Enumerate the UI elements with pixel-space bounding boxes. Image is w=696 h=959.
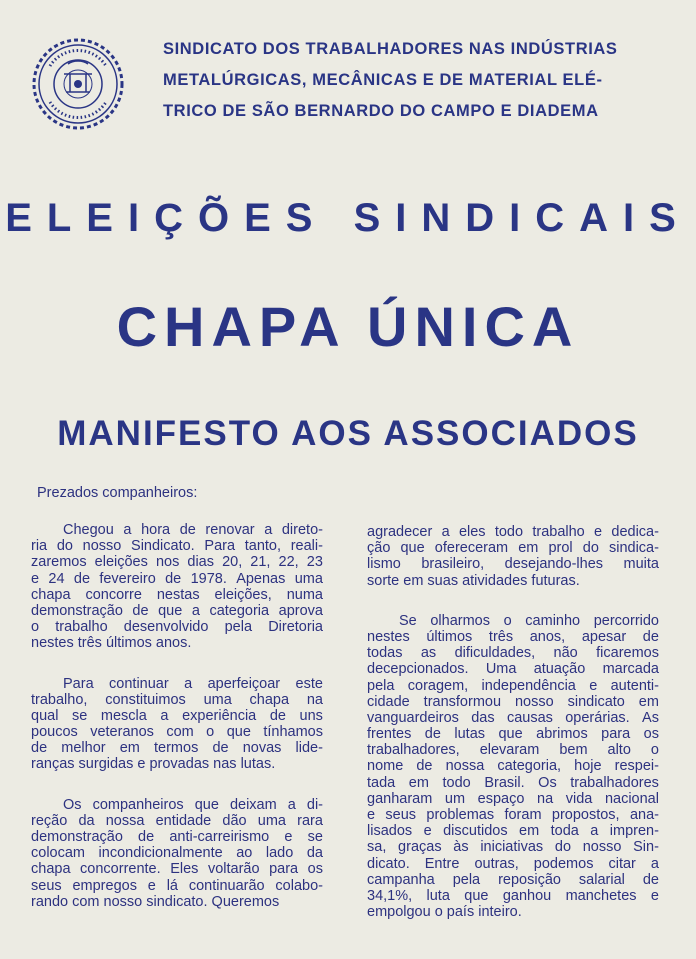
word: vida <box>565 790 593 807</box>
word: podemos <box>533 855 594 872</box>
text-line <box>31 571 323 587</box>
word: 24 <box>48 570 65 587</box>
text-line <box>31 603 323 619</box>
text-line <box>367 694 659 710</box>
word: Para <box>63 675 94 692</box>
text-line: sorte em suas atividades futuras. <box>367 572 580 589</box>
text-line <box>367 807 659 823</box>
word: tínhamos <box>263 724 323 741</box>
word: alto <box>607 742 631 759</box>
word: concorre <box>85 586 142 603</box>
word: termos <box>154 740 199 757</box>
word: autenti- <box>610 677 659 694</box>
word: aprova <box>278 602 323 619</box>
word: di- <box>306 796 323 813</box>
text-line <box>367 613 659 629</box>
word: voltarão <box>207 861 260 878</box>
text-line <box>31 724 323 740</box>
word: aperfeiçoar <box>207 675 281 692</box>
word: e <box>147 877 156 894</box>
word: eleições <box>94 554 148 571</box>
word: da <box>306 845 323 862</box>
text-line <box>31 619 323 635</box>
word: o <box>31 619 40 636</box>
word: para <box>601 726 631 743</box>
word: e <box>423 823 432 840</box>
word: que <box>226 724 251 741</box>
word: direto- <box>281 522 323 538</box>
word: de <box>132 602 149 619</box>
word: qual <box>31 707 59 724</box>
word: a <box>191 602 200 619</box>
text-line: nestes três últimos anos. <box>31 635 192 652</box>
word: de <box>138 829 155 845</box>
word: dicato. <box>367 855 410 872</box>
word: lutas <box>454 726 486 743</box>
word: Diretoria <box>268 619 323 636</box>
word: seus <box>31 877 62 894</box>
word: trabalhadores <box>570 774 659 791</box>
text-line <box>31 878 323 894</box>
word: o <box>206 724 215 741</box>
word: e <box>367 807 376 823</box>
word: melhor <box>61 740 106 757</box>
word: o <box>503 612 512 629</box>
word: frentes <box>367 726 412 743</box>
word: dedica- <box>611 524 659 540</box>
word: últimos <box>426 628 473 645</box>
word: uma <box>257 812 286 829</box>
word: fevereiro <box>99 570 156 587</box>
word: sindica- <box>608 540 659 557</box>
word: ao <box>236 845 253 862</box>
text-line <box>367 540 659 556</box>
text-line <box>31 813 323 829</box>
word: de <box>165 570 182 587</box>
word: colabo- <box>275 877 323 894</box>
word: ria <box>31 538 48 555</box>
word: impren- <box>609 823 659 840</box>
word: chapa <box>31 861 71 878</box>
word: apesar <box>581 628 627 645</box>
word: eles <box>458 524 486 540</box>
word: chapa <box>31 586 71 603</box>
word: e <box>31 570 40 587</box>
word: elevaram <box>479 742 540 759</box>
word: pela <box>224 619 253 636</box>
word: com <box>166 724 194 741</box>
word: Se <box>399 612 417 629</box>
word: foram <box>504 807 542 823</box>
word: experiência <box>182 707 257 724</box>
word: de <box>642 628 659 645</box>
word: eleições, <box>214 586 272 603</box>
word: nosso <box>82 538 122 555</box>
word: que <box>194 796 219 813</box>
word: coragem, <box>407 677 469 694</box>
text-line <box>367 872 659 888</box>
word: rara <box>297 812 323 829</box>
paragraph-gap <box>367 589 659 613</box>
word: e <box>589 677 598 694</box>
word: que <box>400 540 425 557</box>
word: lismo <box>367 556 401 573</box>
word: em <box>119 740 140 757</box>
salutation: Prezados companheiros: <box>37 485 198 501</box>
word: anti-carreirismo <box>169 829 270 845</box>
word: lado <box>265 845 294 862</box>
word: espaço <box>477 790 525 807</box>
word: ganhou <box>502 887 552 904</box>
text-line <box>367 661 659 677</box>
word: do <box>56 538 73 555</box>
word: Sin- <box>633 839 659 856</box>
right-text-column <box>367 524 659 920</box>
word: 21, <box>250 554 271 571</box>
text-line <box>31 538 323 554</box>
word: demonstração <box>31 602 123 619</box>
word: em <box>408 774 429 791</box>
word: de <box>179 522 196 538</box>
word: problemas <box>426 807 495 823</box>
word: se <box>72 707 88 724</box>
word: de <box>416 758 433 775</box>
word: lide- <box>295 740 323 757</box>
word: as <box>420 645 437 662</box>
word: Para <box>204 538 236 555</box>
word: de <box>31 740 48 757</box>
word: 1978. <box>190 570 227 587</box>
word: lisados <box>367 823 413 840</box>
word: ficaremos <box>596 645 659 662</box>
word: Os <box>63 796 82 813</box>
word: veteranos <box>90 724 154 741</box>
word: campanha <box>367 871 435 888</box>
text-line <box>367 742 659 758</box>
text-line <box>367 839 659 855</box>
word: todo <box>442 774 471 791</box>
word: trabalho <box>55 619 108 636</box>
header-line-2: METALÚRGICAS, MECÂNICAS E DE MATERIAL ELÉ- <box>163 71 603 89</box>
text-line <box>367 629 659 645</box>
word: 22, <box>278 554 299 571</box>
word: olharmos <box>430 612 490 629</box>
word: todas <box>367 645 403 662</box>
word: tada <box>367 774 396 791</box>
text-line <box>31 861 323 877</box>
word: bem <box>559 742 588 759</box>
text-line <box>367 556 659 572</box>
word: nos <box>155 554 180 571</box>
word: e <box>594 524 603 540</box>
word: companheiros <box>92 796 184 813</box>
word: outras, <box>474 855 519 872</box>
word: a <box>650 855 659 872</box>
word: novas <box>242 740 282 757</box>
word: brasileiro, <box>421 556 485 573</box>
word: propostos, <box>551 807 620 823</box>
word: agradecer <box>367 524 433 540</box>
word: nestes <box>367 628 410 645</box>
word: em <box>638 693 659 710</box>
word: às <box>453 839 469 856</box>
text-line <box>367 726 659 742</box>
word: 20, <box>222 554 243 571</box>
word: salarial <box>578 871 625 888</box>
text-line <box>367 524 659 540</box>
text-line: ranças surgidas e provadas nas lutas. <box>31 756 276 773</box>
word: Uma <box>485 661 517 678</box>
word: das <box>471 709 495 726</box>
word: luta <box>426 887 450 904</box>
text-line <box>367 791 659 807</box>
word: Brasil. <box>484 774 525 791</box>
word: constituimos <box>105 691 186 708</box>
word: continuar <box>109 675 169 692</box>
word: As <box>642 709 659 726</box>
word: de <box>212 740 229 757</box>
word: um <box>444 790 466 807</box>
left-text-column <box>31 522 323 910</box>
word: que <box>498 726 523 743</box>
word: dificuldades, <box>454 645 536 662</box>
word: nossa <box>105 812 145 829</box>
word: seus <box>385 807 417 823</box>
word: trabalho <box>532 524 585 540</box>
word: reposição <box>498 871 561 888</box>
text-line <box>31 522 323 538</box>
word: causas <box>506 709 553 726</box>
word: três <box>488 628 514 645</box>
word: dão <box>222 812 247 829</box>
word: na <box>306 691 323 708</box>
word: e <box>650 887 659 904</box>
word: caminho <box>525 612 581 629</box>
word: entidade <box>155 812 212 829</box>
word: que <box>464 887 489 904</box>
text-line <box>31 554 323 570</box>
word: vanguardeiros <box>367 709 459 726</box>
word: trabalhadores, <box>367 742 460 759</box>
word: que <box>158 602 183 619</box>
word: tanto, <box>244 538 282 555</box>
word: a <box>590 823 599 840</box>
union-name-header <box>163 34 663 127</box>
word: este <box>295 675 323 692</box>
word: ção <box>367 540 391 557</box>
word: se <box>307 829 323 845</box>
word: mescla <box>100 707 147 724</box>
header-line-1: SINDICATO DOS TRABALHADORES NAS INDÚSTRIAS <box>163 40 618 58</box>
heading-manifesto: MANIFESTO AOS ASSOCIADOS <box>57 414 639 453</box>
text-line <box>31 845 323 861</box>
word: pela <box>367 677 395 694</box>
word: poucos <box>31 724 78 741</box>
word: dias <box>187 554 214 571</box>
word: pela <box>452 871 481 888</box>
word: reali- <box>290 538 323 555</box>
word: 23 <box>306 554 323 571</box>
text-line <box>367 856 659 872</box>
word: hora <box>141 522 171 538</box>
text-line <box>367 888 659 904</box>
word: a <box>123 522 132 538</box>
text-line <box>367 775 659 791</box>
text-line <box>367 823 659 839</box>
word: renovar <box>205 522 255 538</box>
word: abrimos <box>536 726 588 743</box>
word: Eles <box>170 861 199 878</box>
union-seal-gear-icon <box>28 34 128 134</box>
word: em <box>519 823 540 840</box>
word: numa <box>286 586 323 603</box>
word: sa, <box>367 839 387 856</box>
word: marcada <box>602 661 659 678</box>
word: 34,1%, <box>367 887 413 904</box>
heading-single-slate: CHAPA ÚNICA <box>116 295 580 358</box>
word: percorrido <box>593 612 659 629</box>
text-line <box>31 676 323 692</box>
word: ana- <box>629 807 659 823</box>
word: a <box>160 707 169 724</box>
word: não <box>553 645 578 662</box>
heading-elections: ELEIÇÕES SINDICAIS <box>5 196 691 240</box>
word: lá <box>166 877 178 894</box>
word: respei- <box>614 758 659 775</box>
paragraph-gap <box>31 652 323 676</box>
word: reção <box>31 812 68 829</box>
word: a <box>287 796 296 813</box>
header-line-3: TRICO DE SÃO BERNARDO DO CAMPO E DIADEMA <box>163 102 599 120</box>
word: prol <box>548 540 573 557</box>
word: iniciativas <box>480 839 544 856</box>
word: ofereceram <box>434 540 509 557</box>
word: toda <box>550 823 579 840</box>
word: para <box>269 861 299 878</box>
word: categoria <box>209 602 270 619</box>
word: do <box>582 540 599 557</box>
word: manchetes <box>565 887 637 904</box>
word: hoje <box>574 758 602 775</box>
word: trabalho, <box>31 691 88 708</box>
text-line <box>31 740 323 756</box>
word: os <box>643 726 659 743</box>
word: do <box>554 839 572 856</box>
word: todo <box>494 524 524 540</box>
word: demonstração <box>31 829 123 845</box>
word: Os <box>538 774 557 791</box>
word: e <box>284 829 293 845</box>
word: continuarão <box>188 877 265 894</box>
word: de <box>642 871 659 888</box>
word: o <box>650 742 659 759</box>
text-line <box>367 678 659 694</box>
text-line <box>31 829 323 845</box>
word: transformou <box>423 693 502 710</box>
text-line <box>31 797 323 813</box>
word: deixam <box>229 796 277 813</box>
word: a <box>184 675 193 692</box>
word: nestas <box>156 586 200 603</box>
word: empregos <box>72 877 137 894</box>
word: nosso <box>514 693 554 710</box>
word: desenvolvido <box>123 619 209 636</box>
word: decepcionados. <box>367 661 469 678</box>
word: chapa <box>249 691 290 708</box>
text-line <box>367 710 659 726</box>
word: Sindicato. <box>131 538 195 555</box>
paragraph-gap <box>31 773 323 797</box>
word: sindicato <box>567 693 625 710</box>
word: nossa <box>445 758 485 775</box>
word: cidade <box>367 693 410 710</box>
word: de <box>73 570 91 587</box>
text-line: empolgou o país inteiro. <box>367 904 522 921</box>
word: nacional <box>604 790 659 807</box>
word: de <box>269 707 286 724</box>
word: de <box>424 726 441 743</box>
word: nome <box>367 758 404 775</box>
word: uns <box>299 707 323 724</box>
word: uma <box>294 570 323 587</box>
word: zaremos <box>31 554 87 571</box>
word: a <box>264 522 273 538</box>
word: Chegou <box>63 522 114 538</box>
word: a <box>441 524 450 540</box>
word: concorrente. <box>80 861 161 878</box>
word: colocam <box>31 845 85 862</box>
text-line <box>31 708 323 724</box>
text-line <box>367 645 659 661</box>
word: os <box>307 861 323 878</box>
word: categoria, <box>497 758 562 775</box>
word: anos, <box>529 628 566 645</box>
word: ganharam <box>367 790 433 807</box>
word: uma <box>203 691 232 708</box>
text-line <box>31 587 323 603</box>
word: operárias. <box>565 709 630 726</box>
word: independência <box>481 677 576 694</box>
text-line <box>31 692 323 708</box>
word: Apenas <box>236 570 286 587</box>
word: em <box>518 540 539 557</box>
word: graças <box>398 839 442 856</box>
word: nosso <box>582 839 622 856</box>
word: Entre <box>424 855 460 872</box>
text-line: rando com nosso sindicato. Queremos <box>31 893 280 910</box>
word: citar <box>608 855 636 872</box>
word: incondicionalmente <box>98 845 223 862</box>
word: desejando-lhes <box>504 556 604 573</box>
text-line <box>367 758 659 774</box>
word: discutidos <box>443 823 508 840</box>
word: na <box>537 790 554 807</box>
word: atuação <box>533 661 586 678</box>
word: da <box>78 812 95 829</box>
word: muita <box>623 556 659 573</box>
